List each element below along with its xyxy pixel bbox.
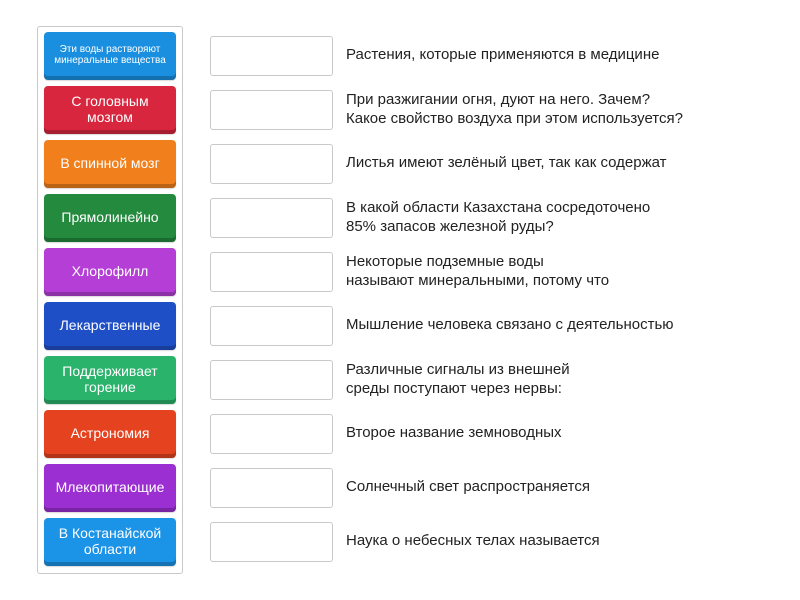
answer-tiles-panel xyxy=(37,26,183,574)
answer-tile-2[interactable] xyxy=(44,86,176,134)
answer-tile-7[interactable] xyxy=(44,356,176,404)
answer-tile-label: Млекопитающие xyxy=(55,478,165,495)
drop-slot-3[interactable] xyxy=(210,144,333,184)
answer-tile-1[interactable] xyxy=(44,32,176,80)
drop-slot-6[interactable] xyxy=(210,306,333,346)
answer-tile-10[interactable] xyxy=(44,518,176,566)
question-text-4: В какой области Казахстана сосредоточено 85% запасов железной руды? xyxy=(346,199,651,235)
drop-slot-9[interactable] xyxy=(210,468,333,508)
answer-tile-9[interactable] xyxy=(44,464,176,512)
answer-tile-label: В Костанайской области xyxy=(58,524,162,557)
drop-slot-7[interactable] xyxy=(210,360,333,400)
answer-tile-label: Хлорофилл xyxy=(71,262,149,279)
answer-tile-6[interactable] xyxy=(44,302,176,350)
drop-slot-10[interactable] xyxy=(210,522,333,562)
answer-tile-label: С головным мозгом xyxy=(71,92,149,125)
drop-slot-8[interactable] xyxy=(210,414,333,454)
answer-tile-label: В спинной мозг xyxy=(60,154,160,171)
question-text-10: Наука о небесных телах называется xyxy=(346,532,600,549)
answer-tile-4[interactable] xyxy=(44,194,176,242)
answer-tile-label: Эти воды растворяют минеральные вещества xyxy=(54,43,166,66)
answer-tile-label: Прямолинейно xyxy=(61,208,159,225)
question-text-7: Различные сигналы из внешней среды поступают через нервы: xyxy=(346,361,570,397)
question-text-8: Второе название земноводных xyxy=(346,424,562,441)
drop-slot-4[interactable] xyxy=(210,198,333,238)
question-text-9: Солнечный свет распространяется xyxy=(346,478,590,495)
question-text-3: Листья имеют зелёный цвет, так как содержат xyxy=(346,154,667,171)
answer-tile-label: Астрономия xyxy=(70,424,150,441)
drop-slot-1[interactable] xyxy=(210,36,333,76)
answer-tile-3[interactable] xyxy=(44,140,176,188)
answer-tile-5[interactable] xyxy=(44,248,176,296)
drop-slot-5[interactable] xyxy=(210,252,333,292)
answer-tile-8[interactable] xyxy=(44,410,176,458)
answer-tile-label: Поддерживает горение xyxy=(62,362,158,395)
question-text-2: При разжигании огня, дуют на него. Зачем? Какое свойство воздуха при этом используется? xyxy=(346,91,683,127)
question-text-5: Некоторые подземные воды называют минеральными, потому что xyxy=(346,253,610,289)
question-text-6: Мышление человека связано с деятельностью xyxy=(346,316,674,333)
answer-tile-label: Лекарственные xyxy=(59,316,161,333)
drop-slot-2[interactable] xyxy=(210,90,333,130)
question-text-1: Растения, которые применяются в медицине xyxy=(346,46,660,63)
